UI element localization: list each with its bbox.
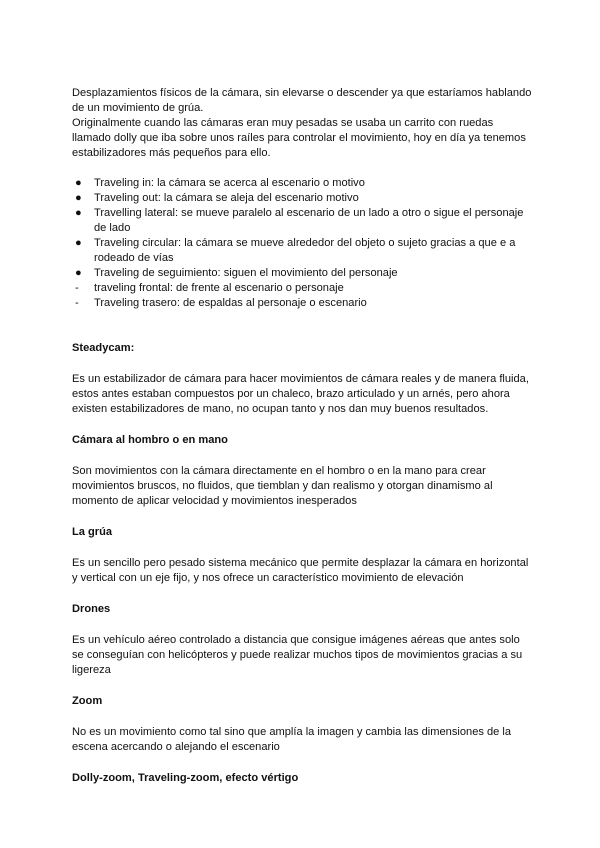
list-item-text: traveling frontal: de frente al escenario o personaje <box>94 282 344 294</box>
section-body-steadycam: Es un estabilizador de cámara para hacer movimientos de cámara reales y de manera fluida, estos antes estaban compuestos por un chaleco, brazo articulado y un arnés, pero ahora existen estabilizadores de mano, no ocupan tanto y nos dan muy buenos resultados. <box>72 373 529 415</box>
document-content <box>72 86 534 786</box>
list-item-text: Traveling out: la cámara se aleja del escenario motivo <box>94 192 359 204</box>
traveling-types-list <box>72 176 534 311</box>
bullet-marker: ● <box>75 192 82 204</box>
dash-marker: - <box>75 297 79 309</box>
section-body-camara-hombro: Son movimientos con la cámara directamente en el hombro o en la mano para crear movimientos bruscos, no fluidos, que tiemblan y dan realismo y otorgan dinamismo al momento de aplicar velocidad y movimientos inesperados <box>72 465 493 507</box>
bullet-marker: ● <box>75 207 82 219</box>
list-item <box>72 266 534 281</box>
bullet-marker: ● <box>75 267 82 279</box>
section-body-zoom: No es un movimiento como tal sino que amplía la imagen y cambia las dimensiones de la escena acercando o alejando el escenario <box>72 726 512 753</box>
section-heading-dolly-zoom: Dolly-zoom, Traveling-zoom, efecto vértigo <box>72 772 299 784</box>
list-item <box>72 296 534 311</box>
intro-paragraph-1: Desplazamientos físicos de la cámara, sin elevarse o descender ya que estaríamos hablando de un movimiento de grúa. <box>72 87 532 114</box>
section-heading-steadycam: Steadycam: <box>72 342 135 354</box>
dash-marker: - <box>75 282 79 294</box>
section-heading-zoom: Zoom <box>72 695 103 707</box>
section-heading-drones: Drones <box>72 603 111 615</box>
list-item <box>72 191 534 206</box>
list-item <box>72 236 534 266</box>
list-item-text: Travelling lateral: se mueve paralelo al escenario de un lado a otro o sigue el personaje de lado <box>94 207 524 234</box>
list-item <box>72 176 534 191</box>
bullet-marker: ● <box>75 237 82 249</box>
list-item-text: Traveling circular: la cámara se mueve alrededor del objeto o sujeto gracias a que e a rodeado de vías <box>94 237 516 264</box>
section-heading-camara-hombro: Cámara al hombro o en mano <box>72 434 228 446</box>
list-item <box>72 206 534 236</box>
section-body-grua: Es un sencillo pero pesado sistema mecánico que permite desplazar la cámara en horizontal y vertical con un eje fijo, y nos ofrece un característico movimiento de elevación <box>72 557 529 584</box>
list-item <box>72 281 534 296</box>
section-heading-grua: La grúa <box>72 526 113 538</box>
intro-paragraph-2: Originalmente cuando las cámaras eran muy pesadas se usaba un carrito con ruedas llamado dolly que iba sobre unos raíles para controlar el movimiento, hoy en día ya tenemos estabilizadores más pequeños para ello. <box>72 117 526 159</box>
list-item-text: Traveling de seguimiento: siguen el movimiento del personaje <box>94 267 398 279</box>
section-body-drones: Es un vehículo aéreo controlado a distancia que consigue imágenes aéreas que antes solo se conseguían con helicópteros y puede realizar muchos tipos de movimientos gracias a su ligereza <box>72 634 523 676</box>
bullet-marker: ● <box>75 177 82 189</box>
list-item-text: Traveling in: la cámara se acerca al escenario o motivo <box>94 177 365 189</box>
list-item-text: Traveling trasero: de espaldas al personaje o escenario <box>94 297 367 309</box>
